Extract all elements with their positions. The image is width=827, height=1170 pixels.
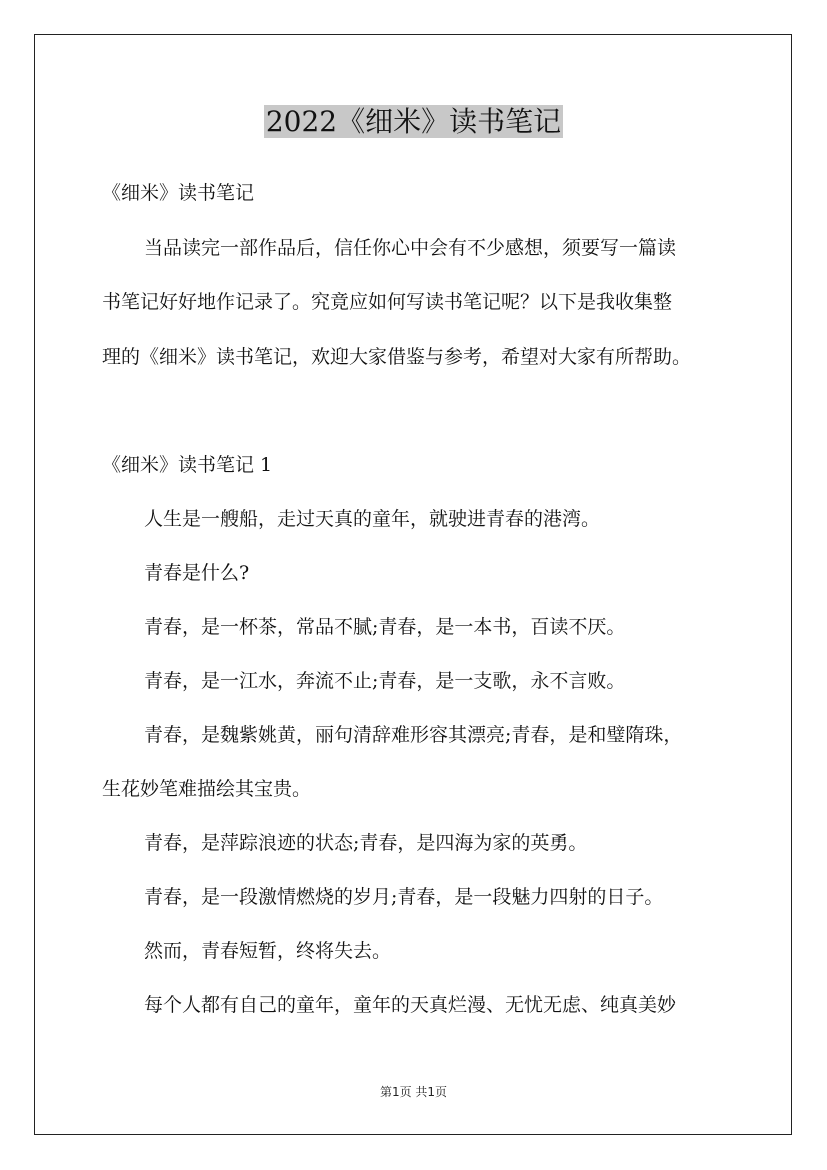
note1-line-6: 生花妙笔难描绘其宝贵。 — [102, 778, 312, 800]
note1-line-1: 人生是一艘船，走过天真的童年，就驶进青春的港湾。 — [144, 508, 601, 530]
note1-line-2: 青春是什么? — [144, 562, 250, 584]
intro-line-1: 当品读完一部作品后，信任你心中会有不少感想，须要写一篇读 — [144, 237, 677, 259]
note1-line-8: 青春，是一段激情燃烧的岁月;青春，是一段魅力四射的日子。 — [144, 886, 664, 908]
document-title — [0, 103, 827, 141]
note1-heading: 《细米》读书笔记 1 — [102, 454, 273, 476]
note1-line-9: 然而，青春短暂，终将失去。 — [144, 940, 392, 962]
note1-line-7: 青春，是萍踪浪迹的状态;青春，是四海为家的英勇。 — [144, 832, 588, 854]
page-footer: 第1页 共1页 — [379, 1085, 448, 1099]
note1-line-10: 每个人都有自己的童年，童年的天真烂漫、无忧无虑、纯真美妙 — [144, 994, 677, 1016]
intro-line-2: 书笔记好好地作记录了。究竟应如何写读书笔记呢？以下是我收集整 — [102, 291, 673, 313]
note1-line-3: 青春，是一杯茶，常品不腻;青春，是一本书，百读不厌。 — [144, 616, 626, 638]
intro-line-3: 理的《细米》读书笔记，欢迎大家借鉴与参考，希望对大家有所帮助。 — [102, 346, 692, 368]
note1-line-4: 青春，是一江水，奔流不止;青春，是一支歌，永不言败。 — [144, 670, 626, 692]
document-title-text: 2022《细米》读书笔记 — [265, 105, 562, 138]
section-heading: 《细米》读书笔记 — [102, 182, 255, 204]
note1-line-5: 青春，是魏紫姚黄，丽句清辞难形容其漂亮;青春，是和璧隋珠， — [144, 724, 683, 746]
